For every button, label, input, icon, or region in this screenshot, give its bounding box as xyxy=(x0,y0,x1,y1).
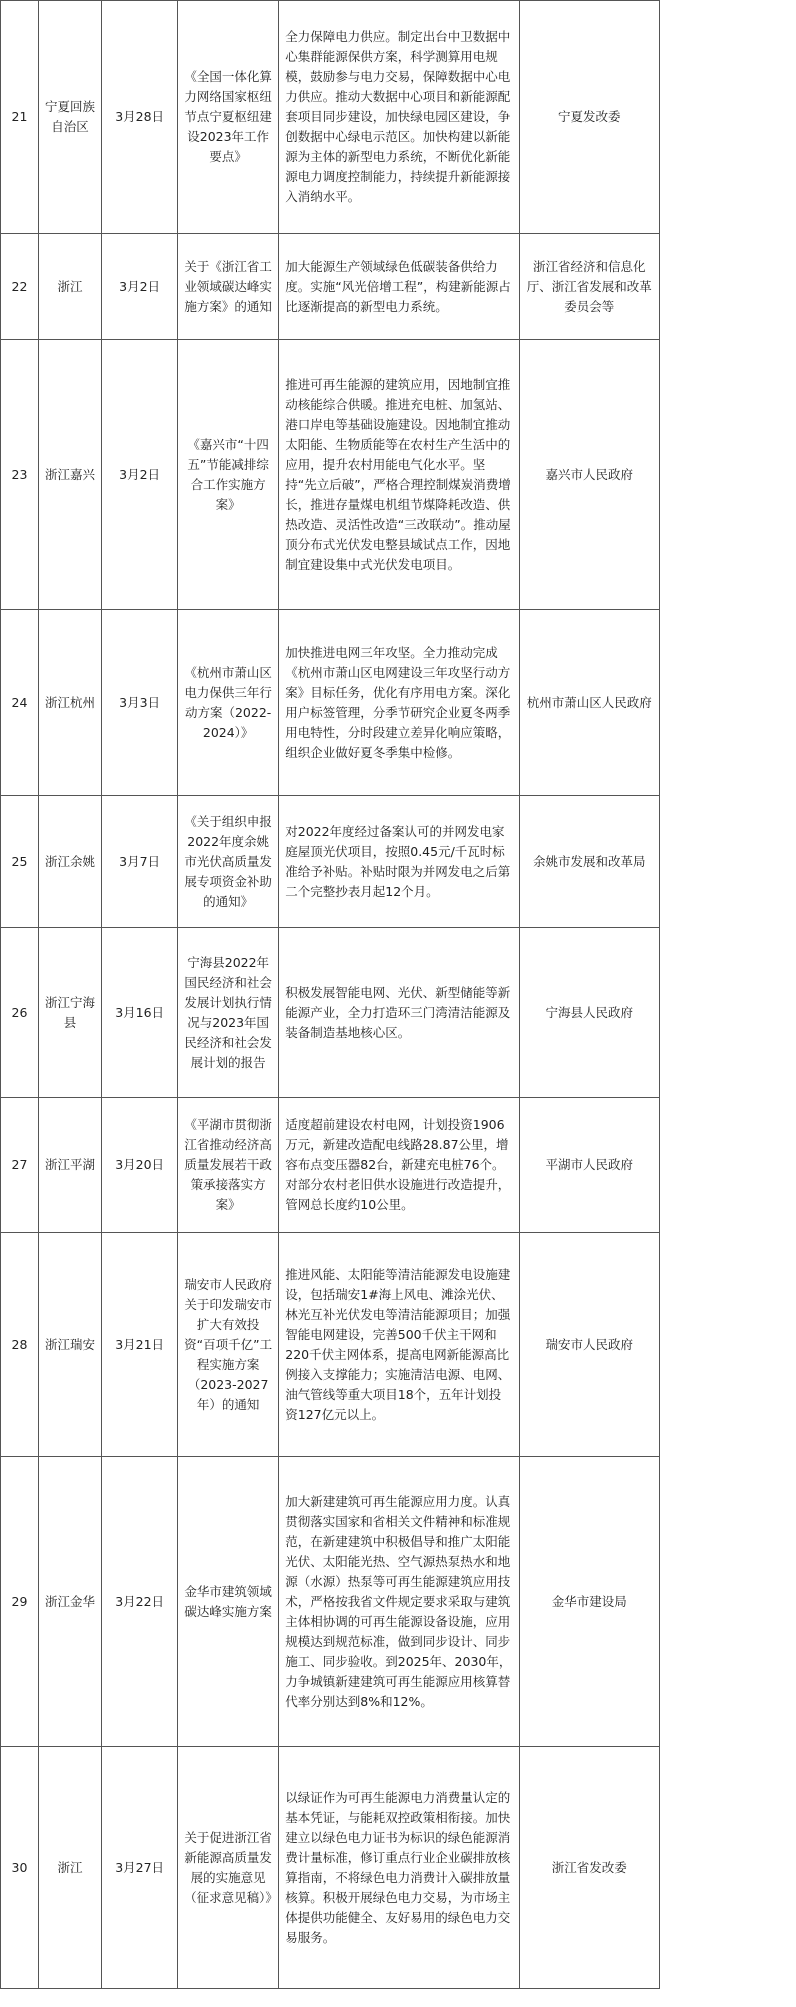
date-cell: 3月2日 xyxy=(102,340,178,610)
table-row xyxy=(1,1,660,234)
policy-title-cell: 《嘉兴市“十四五”节能减排综合工作实施方案》 xyxy=(178,340,279,610)
policy-content-cell: 加大能源生产领域绿色低碳装备供给力度。实施“风光倍增工程”，构建新能源占比逐渐提高的新型电力系统。 xyxy=(279,234,519,340)
policy-title-cell: 《全国一体化算力网络国家枢纽节点宁夏枢纽建设2023年工作要点》 xyxy=(178,1,279,234)
policy-content-cell: 对2022年度经过备案认可的并网发电家庭屋顶光伏项目，按照0.45元/千瓦时标准给予补贴。补贴时限为并网发电之后第二个完整抄表月起12个月。 xyxy=(279,796,519,928)
row-number: 25 xyxy=(1,796,39,928)
region-cell: 浙江杭州 xyxy=(38,610,101,796)
department-cell: 浙江省发改委 xyxy=(519,1747,659,1989)
policy-title-cell: 瑞安市人民政府关于印发瑞安市扩大有效投资“百项千亿”工程实施方案（2023-2027年）的通知 xyxy=(178,1233,279,1457)
row-number: 21 xyxy=(1,1,39,234)
policy-title-cell: 《关于组织申报2022年度余姚市光伏高质量发展专项资金补助的通知》 xyxy=(178,796,279,928)
row-number: 28 xyxy=(1,1233,39,1457)
table-row xyxy=(1,1457,660,1747)
date-cell: 3月22日 xyxy=(102,1457,178,1747)
region-cell: 浙江 xyxy=(38,234,101,340)
policy-title-cell: 金华市建筑领域碳达峰实施方案 xyxy=(178,1457,279,1747)
table-row xyxy=(1,928,660,1098)
policy-title-cell: 关于促进浙江省新能源高质量发展的实施意见（征求意见稿）》 xyxy=(178,1747,279,1989)
policy-content-cell: 推进可再生能源的建筑应用，因地制宜推动核能综合供暖。推进充电桩、加氢站、港口岸电等基础设施建设。因地制宜推动太阳能、生物质能等在农村生产生活中的应用，提升农村用能电气化水平。坚持“先立后破”，严格合理控制煤炭消费增长，推进存量煤电机组节煤降耗改造、供热改造、灵活性改造“三改联动”。推动屋顶分布式光伏发电整县域试点工作，因地制宜建设集中式光伏发电项目。 xyxy=(279,340,519,610)
policy-content-cell: 加大新建建筑可再生能源应用力度。认真贯彻落实国家和省相关文件精神和标准规范，在新建建筑中积极倡导和推广太阳能光伏、太阳能光热、空气源热泵热水和地源（水源）热泵等可再生能源建筑应用技术，严格按我省文件规定要求采取与建筑主体相协调的可再生能源设备设施，应用规模达到规范标准，做到同步设计、同步施工、同步验收。到2025年、2030年，力争城镇新建建筑可再生能源应用核算替代率分别达到8%和12%。 xyxy=(279,1457,519,1747)
region-cell: 宁夏回族自治区 xyxy=(38,1,101,234)
policy-title-cell: 宁海县2022年国民经济和社会发展计划执行情况与2023年国民经济和社会发展计划的报告 xyxy=(178,928,279,1098)
row-number: 30 xyxy=(1,1747,39,1989)
row-number: 24 xyxy=(1,610,39,796)
row-number: 27 xyxy=(1,1098,39,1233)
date-cell: 3月20日 xyxy=(102,1098,178,1233)
date-cell: 3月28日 xyxy=(102,1,178,234)
region-cell: 浙江宁海县 xyxy=(38,928,101,1098)
department-cell: 余姚市发展和改革局 xyxy=(519,796,659,928)
department-cell: 金华市建设局 xyxy=(519,1457,659,1747)
region-cell: 浙江金华 xyxy=(38,1457,101,1747)
row-number: 26 xyxy=(1,928,39,1098)
policy-content-cell: 推进风能、太阳能等清洁能源发电设施建设，包括瑞安1#海上风电、滩涂光伏、林光互补光伏发电等清洁能源项目；加强智能电网建设，完善500千伏主干网和220千伏主网体系，提高电网新能源高比例接入支撑能力；实施清洁电源、电网、油气管线等重大项目18个，五年计划投资127亿元以上。 xyxy=(279,1233,519,1457)
table-row xyxy=(1,1233,660,1457)
department-cell: 宁海县人民政府 xyxy=(519,928,659,1098)
region-cell: 浙江瑞安 xyxy=(38,1233,101,1457)
policy-title-cell: 《平湖市贯彻浙江省推动经济高质量发展若干政策承接落实方案》 xyxy=(178,1098,279,1233)
department-cell: 浙江省经济和信息化厅、浙江省发展和改革委员会等 xyxy=(519,234,659,340)
table-row xyxy=(1,610,660,796)
policy-title-cell: 关于《浙江省工业领域碳达峰实施方案》的通知 xyxy=(178,234,279,340)
region-cell: 浙江余姚 xyxy=(38,796,101,928)
policy-content-cell: 适度超前建设农村电网，计划投资1906万元，新建改造配电线路28.87公里，增容布点变压器82台，新建充电桩76个。对部分农村老旧供水设施进行改造提升，管网总长度约10公里。 xyxy=(279,1098,519,1233)
region-cell: 浙江嘉兴 xyxy=(38,340,101,610)
table-row xyxy=(1,1098,660,1233)
table-row xyxy=(1,796,660,928)
department-cell: 平湖市人民政府 xyxy=(519,1098,659,1233)
department-cell: 杭州市萧山区人民政府 xyxy=(519,610,659,796)
date-cell: 3月2日 xyxy=(102,234,178,340)
policy-title-cell: 《杭州市萧山区电力保供三年行动方案（2022-2024）》 xyxy=(178,610,279,796)
table-row xyxy=(1,234,660,340)
row-number: 22 xyxy=(1,234,39,340)
region-cell: 浙江 xyxy=(38,1747,101,1989)
row-number: 29 xyxy=(1,1457,39,1747)
date-cell: 3月3日 xyxy=(102,610,178,796)
department-cell: 嘉兴市人民政府 xyxy=(519,340,659,610)
table-row xyxy=(1,340,660,610)
department-cell: 宁夏发改委 xyxy=(519,1,659,234)
row-number: 23 xyxy=(1,340,39,610)
policy-content-cell: 以绿证作为可再生能源电力消费量认定的基本凭证，与能耗双控政策相衔接。加快建立以绿色电力证书为标识的绿色能源消费计量标准，修订重点行业企业碳排放核算指南，不将绿色电力消费计入碳排放量核算。积极开展绿色电力交易，为市场主体提供功能健全、友好易用的绿色电力交易服务。 xyxy=(279,1747,519,1989)
table-row xyxy=(1,1747,660,1989)
policy-content-cell: 全力保障电力供应。制定出台中卫数据中心集群能源保供方案，科学测算用电规模，鼓励参与电力交易，保障数据中心电力供应。推动大数据中心项目和新能源配套项目同步建设，加快绿电园区建设，争创数据中心绿电示范区。加快构建以新能源为主体的新型电力系统，不断优化新能源电力调度控制能力，持续提升新能源接入消纳水平。 xyxy=(279,1,519,234)
date-cell: 3月7日 xyxy=(102,796,178,928)
date-cell: 3月27日 xyxy=(102,1747,178,1989)
region-cell: 浙江平湖 xyxy=(38,1098,101,1233)
department-cell: 瑞安市人民政府 xyxy=(519,1233,659,1457)
policy-content-cell: 加快推进电网三年攻坚。全力推动完成《杭州市萧山区电网建设三年攻坚行动方案》目标任务，优化有序用电方案。深化用户标签管理，分季节研究企业夏冬两季用电特性，分时段建立差异化响应策略，组织企业做好夏冬季集中检修。 xyxy=(279,610,519,796)
date-cell: 3月16日 xyxy=(102,928,178,1098)
date-cell: 3月21日 xyxy=(102,1233,178,1457)
policy-content-cell: 积极发展智能电网、光伏、新型储能等新能源产业，全力打造环三门湾清洁能源及装备制造基地核心区。 xyxy=(279,928,519,1098)
